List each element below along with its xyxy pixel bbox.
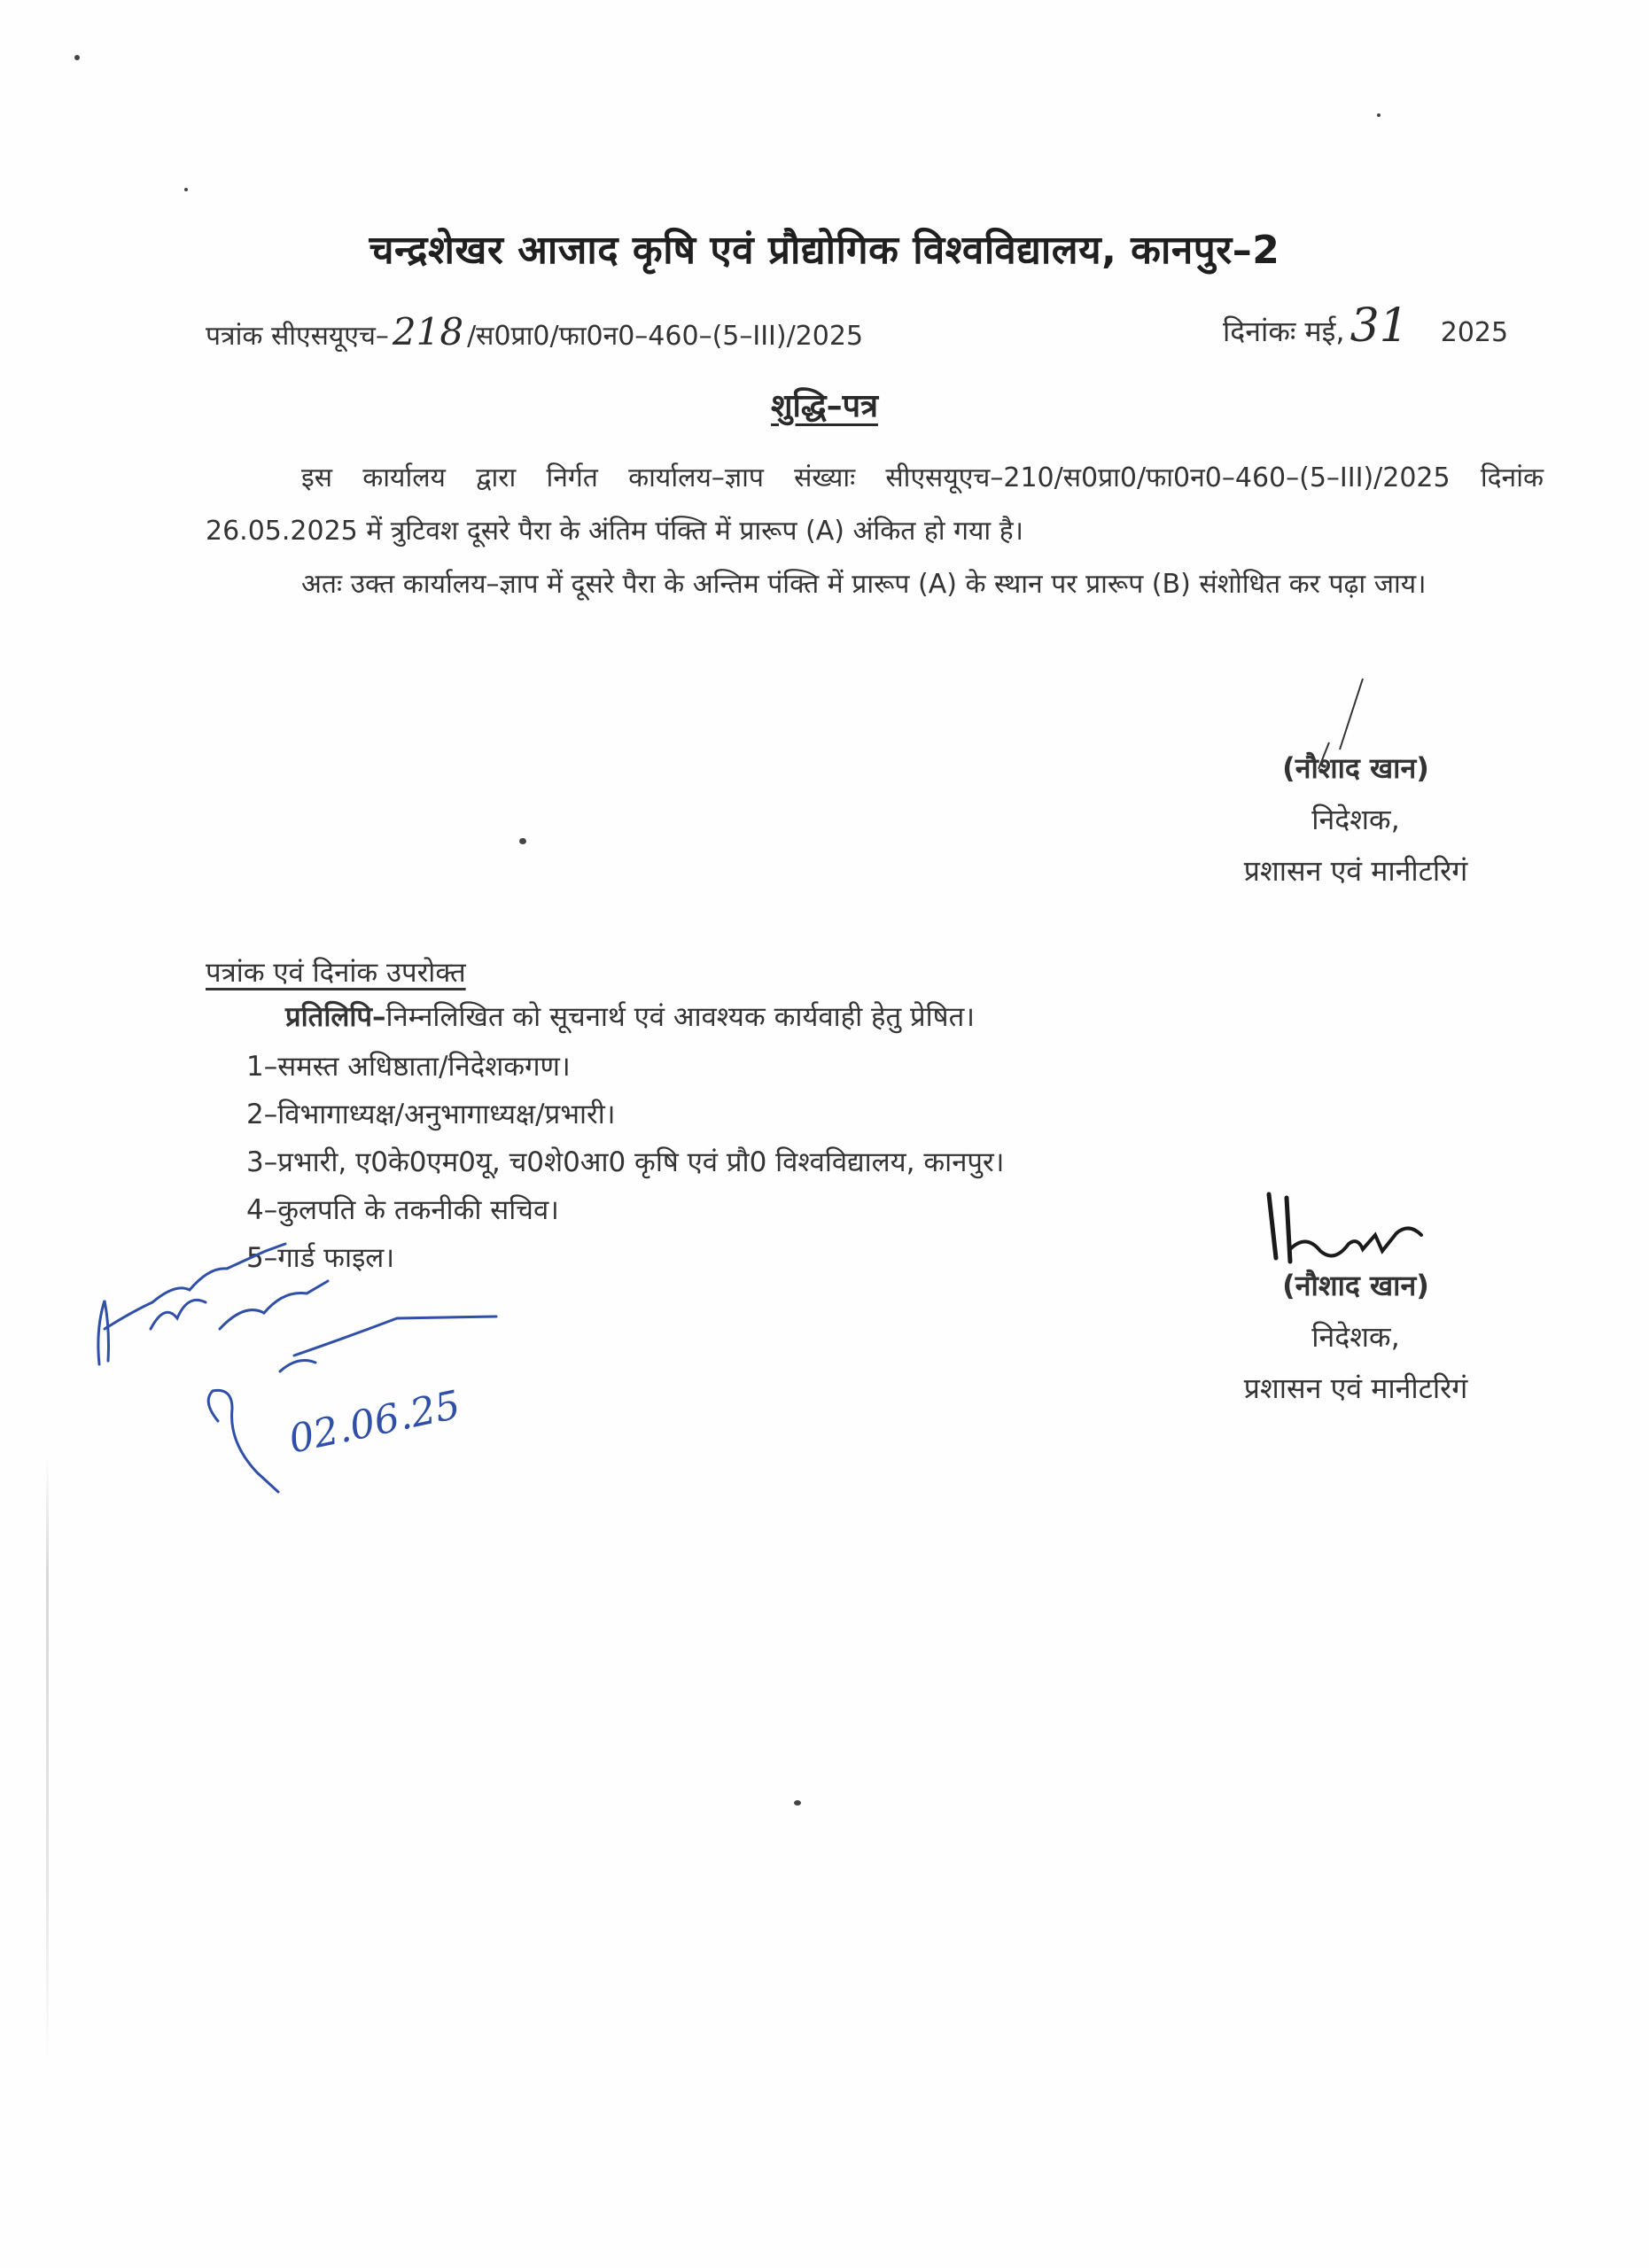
copy-list-item: 3–प्रभारी, ए0के0एम0यू, च0शे0आ0 कृषि एवं प्रौ0 विश्वविद्यालय, कानपुर।	[246, 1146, 1005, 1178]
signatory-designation: निदेशक,	[1311, 1320, 1400, 1354]
scan-speck	[74, 55, 80, 60]
signature-block-2	[1170, 1260, 1542, 1414]
reference-suffix: /स0प्रा0/फा0न0–460–(5–III)/2025	[467, 321, 864, 352]
scan-speck	[184, 188, 188, 191]
copy-lead	[285, 998, 975, 1035]
body-paragraph-1-text: इस कार्यालय द्वारा निर्गत कार्यालय–ज्ञाप संख्याः सीएसयूएच–210/स0प्रा0/फा0न0–460–(5–III)/2025 दिनांक 26.05.2025 में त्रुटिवश दूसरे पैरा के अंतिम पंक्ति में प्रारूप (A) अंकित हो गया है।	[206, 462, 1544, 547]
body-paragraph-2	[206, 558, 1544, 611]
date-handwritten-day: 31	[1350, 299, 1409, 353]
handwritten-date-note: 02.06.25	[284, 1382, 464, 1463]
reference-handwritten-number: 218	[392, 310, 464, 353]
signatory-department: प्रशासन एवं मानीटरिगं	[1243, 1371, 1468, 1405]
handwritten-signature-2	[1269, 1194, 1421, 1262]
date-year: 2025	[1440, 317, 1509, 348]
body-paragraph-1	[206, 452, 1544, 558]
subject-heading: शुद्धि–पत्र	[771, 388, 878, 424]
copy-list-item: 2–विभागाध्यक्ष/अनुभागाध्यक्ष/प्रभारी।	[246, 1099, 616, 1130]
reference-number	[206, 310, 863, 353]
body-paragraph-2-text: अतः उक्त कार्यालय–ज्ञाप में दूसरे पैरा के अन्तिम पंक्ति में प्रारूप (A) के स्थान पर प्रारूप (B) संशोधित कर पढ़ा जाय।	[301, 569, 1427, 600]
date-label: दिनांकः मई,	[1223, 315, 1345, 348]
copy-list-item: 1–समस्त अधिष्ठाता/निदेशकगण।	[246, 1051, 571, 1083]
reference-prefix: पत्रांक सीएसयूएच–	[206, 321, 389, 352]
signatory-name: (नौशाद खान)	[1282, 751, 1429, 785]
handwritten-blue-annotation	[98, 1244, 496, 1492]
signature-block-1	[1170, 742, 1542, 897]
copy-reference-heading: पत्रांक एवं दिनांक उपरोक्त	[206, 957, 466, 989]
letter-date	[1223, 299, 1508, 353]
signatory-designation: निदेशक,	[1311, 803, 1400, 836]
scan-speck	[1377, 113, 1381, 117]
copy-lead-label: प्रतिलिपि–	[285, 1001, 386, 1033]
copy-list-item: 5–गार्ड फाइल।	[246, 1242, 395, 1274]
copy-lead-text: निम्नलिखित को सूचनार्थ एवं आवश्यक कार्यवाही हेतु प्रेषित।	[385, 1001, 975, 1033]
scan-speck	[519, 838, 526, 844]
scan-speck	[794, 1800, 801, 1806]
signature-stroke-1	[1340, 679, 1363, 750]
letterhead-title: चन्द्रशेखर आजाद कृषि एवं प्रौद्योगिक विश्वविद्यालय, कानपुर–2	[369, 228, 1280, 273]
copy-list-item: 4–कुलपति के तकनीकी सचिव।	[246, 1194, 559, 1226]
scan-shadow	[46, 1453, 49, 2073]
signatory-department: प्रशासन एवं मानीटरिगं	[1243, 854, 1468, 888]
signatory-name: (नौशाद खान)	[1282, 1269, 1429, 1302]
